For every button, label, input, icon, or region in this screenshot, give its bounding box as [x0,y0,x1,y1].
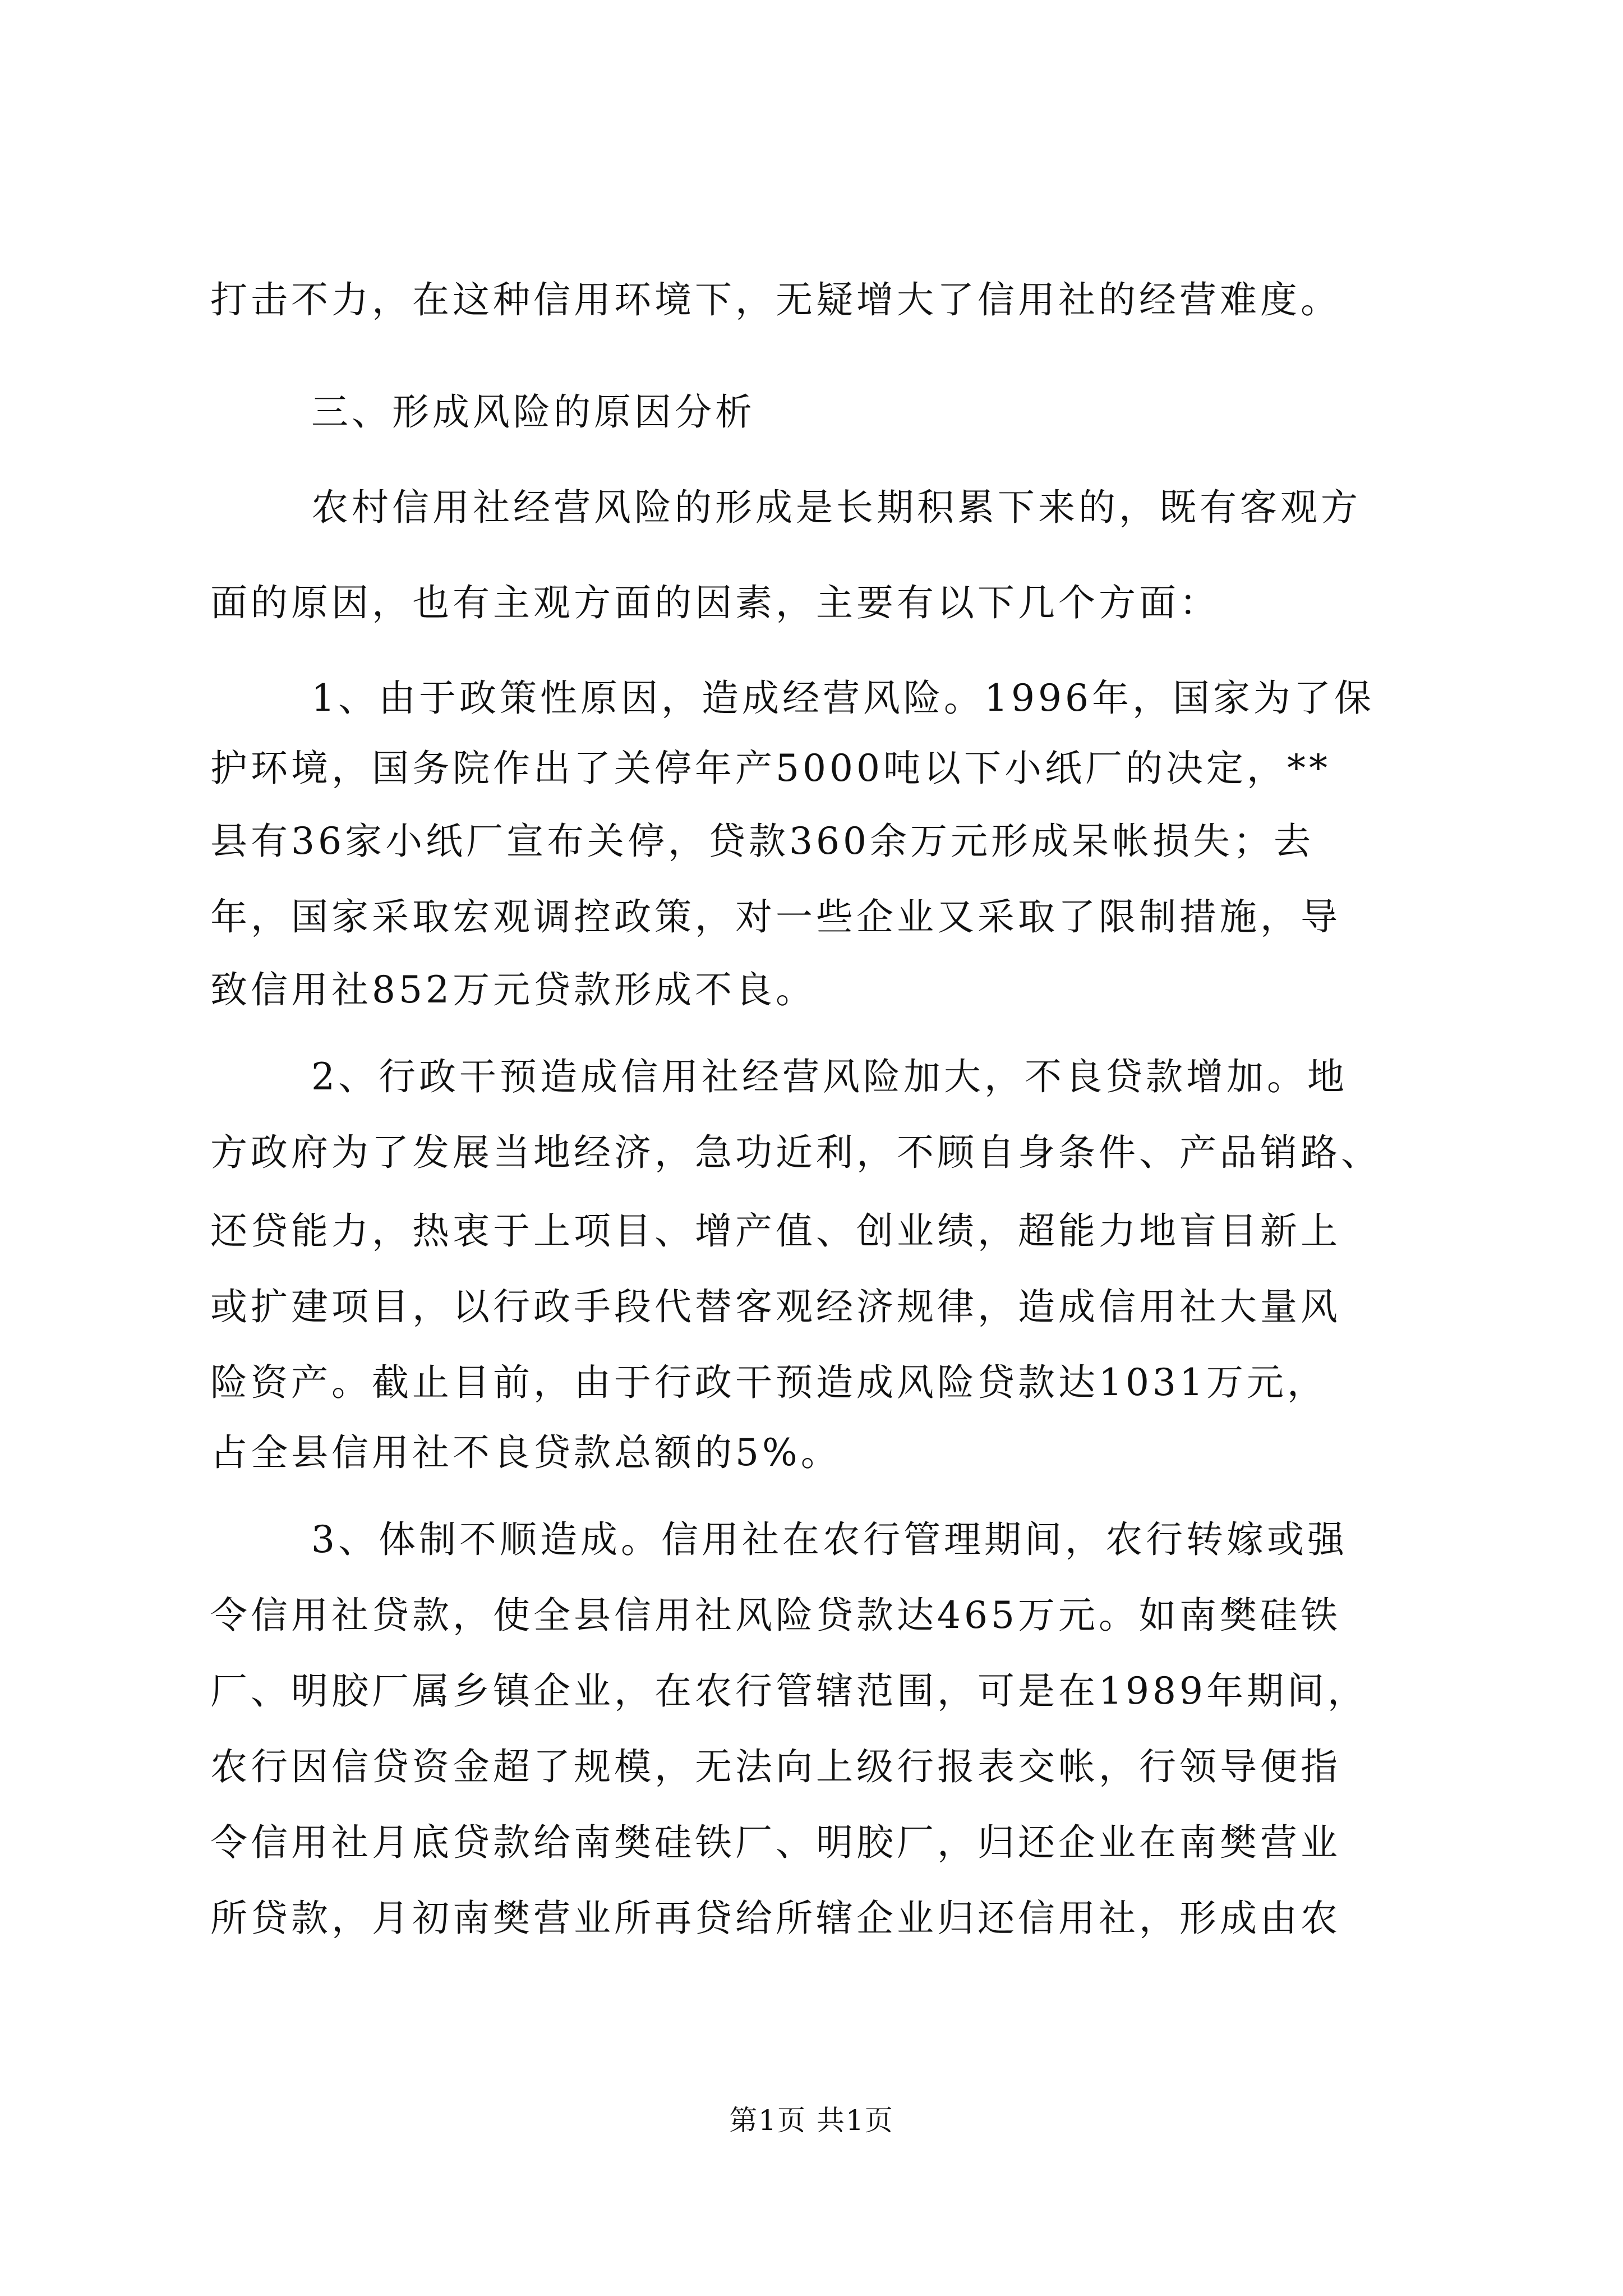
text-line: 打击不力，在这种信用环境下，无疑增大了信用社的经营难度。 [210,278,1341,321]
text-line: 1、由于政策性原因，造成经营风险。1996年，国家为了保 [311,677,1375,720]
section-heading: 三、形成风险的原因分析 [311,390,755,434]
text-line: 还贷能力，热衷于上项目、增产值、创业绩，超能力地盲目新上 [210,1209,1341,1253]
page-number-footer: 第1页 共1页 [729,2104,894,2137]
text-line: 农村信用社经营风险的形成是长期积累下来的，既有客观方 [311,486,1361,529]
text-line: 面的原因，也有主观方面的因素，主要有以下几个方面： [210,581,1220,624]
text-line: 护环境，国务院作出了关停年产5000吨以下小纸厂的决定，** [210,747,1331,790]
text-line: 厂、明胶厂属乡镇企业，在农行管辖范围，可是在1989年期间， [210,1669,1368,1713]
text-line: 年，国家采取宏观调控政策，对一些企业又采取了限制措施，导 [210,895,1341,938]
text-line: 县有36家小纸厂宣布关停，贷款360余万元形成呆帐损失；去 [210,820,1314,863]
text-line: 农行因信贷资金超了规模，无法向上级行报表交帐，行领导便指 [210,1745,1341,1788]
text-line: 或扩建项目，以行政手段代替客观经济规律，造成信用社大量风 [210,1285,1341,1328]
text-line: 方政府为了发展当地经济，急功近利，不顾自身条件、产品销路、 [210,1131,1381,1174]
text-line: 占全县信用社不良贷款总额的5%。 [210,1431,841,1474]
text-line: 所贷款，月初南樊营业所再贷给所辖企业归还信用社，形成由农 [210,1897,1341,1940]
text-line: 令信用社月底贷款给南樊硅铁厂、明胶厂，归还企业在南樊营业 [210,1821,1341,1864]
text-line: 致信用社852万元贷款形成不良。 [210,968,816,1011]
text-line: 2、行政干预造成信用社经营风险加大，不良贷款增加。地 [311,1055,1348,1098]
text-line: 令信用社贷款，使全县信用社风险贷款达465万元。如南樊硅铁 [210,1594,1341,1637]
text-line: 险资产。截止目前，由于行政干预造成风险贷款达1031万元， [210,1361,1327,1404]
text-line: 3、体制不顺造成。信用社在农行管理期间，农行转嫁或强 [311,1518,1348,1561]
